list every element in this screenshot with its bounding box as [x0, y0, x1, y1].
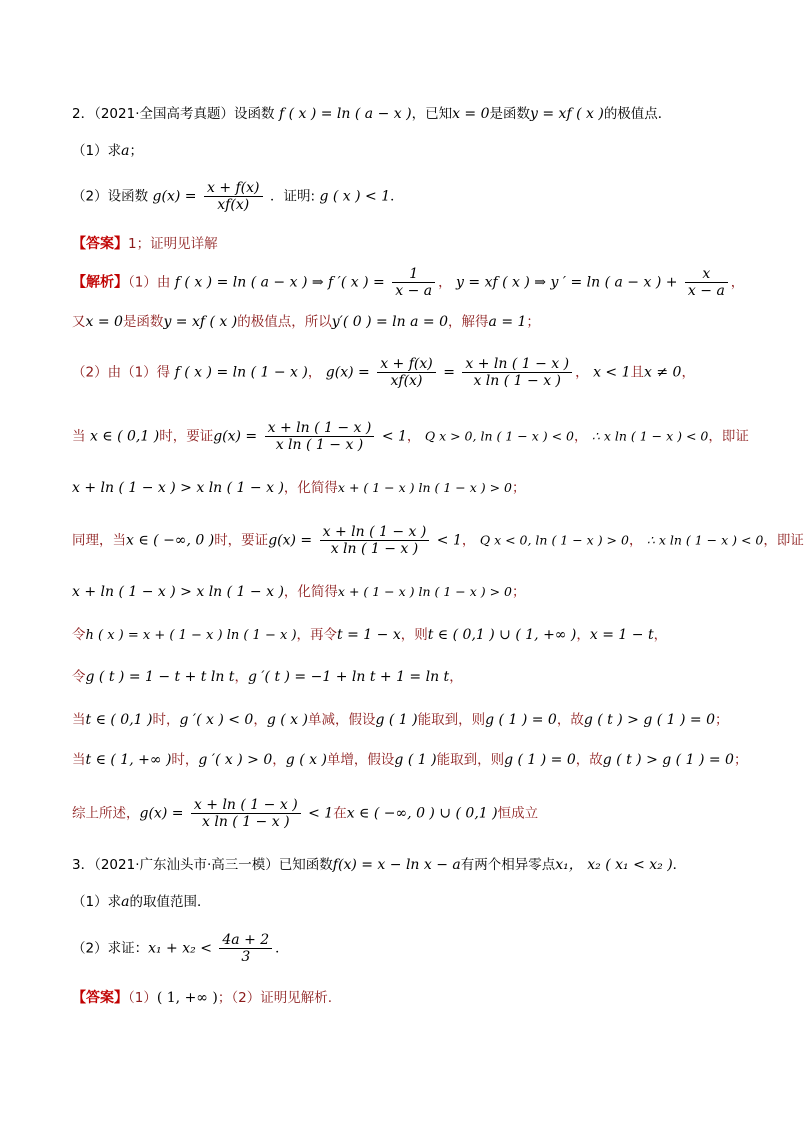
analysis-line-8	[72, 627, 667, 644]
problem-2-part-1	[72, 143, 143, 160]
math-expression: g ( x )	[285, 752, 327, 768]
part-text: ；	[129, 143, 143, 159]
math-expression: t ∈ ( 0,1 )	[85, 712, 153, 728]
fraction-numerator: 4a + 2	[219, 932, 272, 949]
math-expression: g(x) =	[213, 428, 258, 445]
math-expression: x + ln ( 1 − x ) > x ln ( 1 − x )	[72, 480, 284, 496]
analysis-line-7	[72, 584, 526, 601]
analysis-text: 综上所述，	[72, 805, 140, 822]
math-expression: f ( x ) = ln ( a − x ) ⇒ f ′( x ) =	[174, 274, 385, 291]
analysis-line-3	[72, 356, 695, 389]
fraction-denominator: x ln ( 1 − x )	[330, 541, 419, 558]
math-expression: x₁ + x₂ <	[148, 940, 212, 957]
math-expression: g ( x )	[266, 712, 308, 728]
answer-text: （1）	[128, 990, 157, 1006]
math-expression: g ′( t ) = −1 + ln t + 1 = ln t	[247, 669, 450, 685]
analysis-line-11	[72, 752, 747, 769]
part-label: （1）	[72, 894, 108, 910]
analysis-text: ，	[573, 428, 588, 445]
math-expression: a	[121, 143, 130, 159]
stem-text: 设函数	[234, 106, 275, 122]
math-expression: x = 1 − t	[589, 627, 654, 643]
fraction	[392, 266, 435, 299]
analysis-text: 能取到，则	[417, 712, 486, 728]
analysis-text: ；	[715, 712, 729, 728]
part-text: ．	[390, 188, 404, 205]
analysis-text: 令	[72, 669, 86, 685]
math-expression: x₁， x₂ ( x₁ < x₂ )	[555, 857, 673, 873]
analysis-text: 当	[72, 428, 86, 445]
math-expression: < 1	[308, 805, 334, 822]
analysis-text: （2）由（1）得	[72, 364, 171, 381]
math-expression: ( 1, +∞ )	[156, 990, 218, 1006]
part-text: 求证：	[107, 940, 149, 957]
fraction	[191, 797, 301, 830]
math-expression: f ( x ) = ln ( 1 − x )	[174, 364, 308, 381]
analysis-line-12	[72, 797, 538, 830]
math-expression: t ∈ ( 1, +∞ )	[85, 752, 172, 768]
fraction-numerator: x + f(x)	[204, 180, 263, 197]
analysis-text: ，化简得	[283, 480, 338, 496]
part-text: ．	[275, 940, 289, 957]
analysis-text: ，	[449, 669, 463, 685]
math-expression: Q x > 0, ln ( 1 − x ) < 0	[424, 428, 574, 444]
analysis-text: ，再令	[296, 627, 338, 643]
answer-text: 1；证明见详解	[128, 236, 218, 252]
fraction	[685, 266, 728, 299]
math-expression: f(x) = x − ln x − a	[332, 857, 461, 873]
analysis-text: ，	[730, 274, 745, 291]
fraction-numerator: x + f(x)	[377, 356, 436, 373]
fraction	[377, 356, 436, 389]
analysis-text: ；	[512, 584, 526, 600]
math-expression: x = 0	[85, 314, 123, 330]
analysis-text: ；	[512, 480, 526, 496]
math-expression: y = xf ( x ) ⇒ y ′ = ln ( a − x ) +	[456, 274, 678, 291]
part-text: 设函数	[107, 188, 149, 205]
math-expression: g ( t ) = 1 − t + t ln t	[85, 669, 235, 685]
fraction-denominator: x ln ( 1 − x )	[473, 373, 562, 390]
analysis-text: 单增，假设	[326, 752, 395, 768]
math-expression: g ( 1 )	[394, 752, 437, 768]
fraction	[320, 524, 430, 557]
fraction	[219, 932, 272, 965]
analysis-text: ，	[628, 532, 643, 549]
analysis-text: ，	[681, 364, 695, 381]
analysis-text: 在	[333, 805, 347, 822]
stem-text: 有两个相异零点	[460, 857, 556, 873]
math-expression: ∴ x ln ( 1 − x ) < 0	[646, 532, 764, 548]
analysis-text: 时，	[171, 752, 199, 768]
stem-text: 是函数	[489, 106, 531, 122]
math-expression: x ∈ ( 0,1 )	[89, 428, 160, 445]
math-expression: g ( x ) < 1	[319, 188, 391, 205]
analysis-text: ，即证	[708, 428, 749, 445]
analysis-text: 时，要证	[159, 428, 214, 445]
analysis-text: ，	[406, 428, 421, 445]
math-expression: g ′( x ) < 0	[179, 712, 254, 728]
math-expression: h ( x ) = x + ( 1 − x ) ln ( 1 − x )	[85, 628, 297, 643]
analysis-text: ，故	[575, 752, 603, 768]
analysis-text: ，则	[400, 627, 428, 643]
analysis-text: ，	[461, 532, 476, 549]
answer-text: ；（2）证明见解析.	[217, 990, 333, 1006]
math-expression: a = 1	[488, 314, 527, 330]
fraction-numerator: 1	[392, 266, 435, 283]
math-expression: < 1	[381, 428, 407, 445]
fraction-denominator: x − a	[395, 283, 433, 300]
analysis-text: ，	[253, 712, 267, 728]
analysis-text: 同理，当	[72, 532, 126, 549]
math-expression: g(x) =	[268, 532, 313, 549]
answer-tag: 【答案】	[72, 990, 128, 1006]
math-expression: g(x) =	[139, 805, 184, 822]
analysis-tag: 【解析】	[72, 274, 128, 291]
analysis-text: 是函数	[122, 314, 164, 330]
analysis-text: 当	[72, 712, 86, 728]
math-expression: x ∈ ( −∞, 0 )	[126, 532, 215, 549]
analysis-text: ，化简得	[283, 584, 338, 600]
analysis-text: ，即证	[763, 532, 804, 549]
math-expression: g ( 1 ) = 0	[504, 752, 576, 768]
fraction-denominator: x − a	[687, 283, 725, 300]
analysis-text: ，故	[556, 712, 584, 728]
analysis-line-2	[72, 314, 540, 331]
math-expression: g(x) =	[152, 188, 197, 205]
math-expression: < 1	[436, 532, 462, 549]
fraction-numerator: x	[685, 266, 728, 283]
math-expression: ∴ x ln ( 1 − x ) < 0	[591, 428, 709, 444]
analysis-text: 单减，假设	[307, 712, 376, 728]
math-expression: y = xf ( x )	[530, 106, 604, 122]
math-expression: g ′( x ) > 0	[198, 752, 273, 768]
fraction-denominator: 3	[241, 949, 251, 966]
stem-text: 已知函数	[278, 857, 333, 873]
analysis-text: ，	[438, 274, 452, 291]
analysis-text: ；	[526, 314, 540, 330]
analysis-text: 令	[72, 627, 86, 643]
analysis-line-1	[72, 266, 744, 299]
analysis-text: 时，	[152, 712, 180, 728]
fraction-numerator: x + ln ( 1 − x )	[191, 797, 301, 814]
math-expression: x = 0	[452, 106, 490, 122]
stem-text: 的极值点．	[603, 106, 672, 122]
part-text: 求	[107, 894, 122, 910]
math-expression: a	[121, 894, 130, 910]
stem-text: ，已知	[411, 106, 453, 122]
math-expression: x + ( 1 − x ) ln ( 1 − x ) > 0	[337, 584, 513, 599]
part-text: ．证明:	[269, 188, 316, 205]
part-label: （2）	[72, 940, 108, 957]
analysis-text: ，	[653, 627, 668, 643]
math-expression: y′( 0 ) = ln a = 0	[331, 314, 449, 330]
answer-line	[72, 236, 218, 253]
analysis-text: 时，要证	[214, 532, 269, 549]
fraction-numerator: x + ln ( 1 − x )	[320, 524, 430, 541]
math-expression: x < 1	[593, 364, 631, 381]
part-text: 求	[107, 143, 122, 159]
problem-number: 3．	[72, 857, 95, 873]
fraction-numerator: x + ln ( 1 − x )	[462, 356, 572, 373]
problem-2-part-2	[72, 180, 404, 213]
math-expression: g ( t ) > g ( 1 ) = 0	[602, 752, 734, 768]
math-expression: g(x) =	[325, 364, 370, 381]
analysis-text: （1）由	[128, 274, 171, 291]
fraction-denominator: xf(x)	[390, 373, 423, 390]
fraction-denominator: xf(x)	[217, 197, 250, 214]
analysis-text: ，	[575, 364, 589, 381]
analysis-line-5	[72, 480, 526, 497]
fraction-denominator: x ln ( 1 − x )	[275, 437, 364, 454]
analysis-text: ，解得	[448, 314, 489, 330]
fraction-numerator: x + ln ( 1 − x )	[265, 420, 375, 437]
analysis-line-4	[72, 420, 749, 453]
analysis-text: ，	[576, 627, 590, 643]
problem-2-stem	[72, 106, 671, 123]
problem-source: （2021·全国高考真题）	[94, 106, 234, 122]
analysis-text: 恒成立	[497, 805, 539, 822]
part-label: （1）	[72, 143, 108, 159]
problem-3-part-1	[72, 894, 210, 911]
fraction	[204, 180, 263, 213]
math-expression: g ( 1 )	[375, 712, 418, 728]
analysis-text: ；	[733, 752, 748, 768]
problem-number: 2．	[72, 106, 95, 122]
analysis-line-6	[72, 524, 804, 557]
fraction	[265, 420, 375, 453]
answer-tag: 【答案】	[72, 236, 128, 252]
math-expression: f ( x ) = ln ( a − x )	[278, 106, 412, 122]
problem-3-answer-line	[72, 990, 332, 1007]
analysis-text: ，	[272, 752, 286, 768]
stem-text: ．	[672, 857, 687, 873]
math-expression: =	[443, 364, 455, 381]
math-expression: Q x < 0, ln ( 1 − x ) > 0	[479, 532, 629, 548]
analysis-line-10	[72, 712, 729, 729]
problem-source: （2021·广东汕头市·高三一模）	[94, 857, 279, 873]
fraction-denominator: x ln ( 1 − x )	[202, 814, 290, 831]
analysis-text: ，	[307, 364, 322, 381]
math-expression: g ( t ) > g ( 1 ) = 0	[583, 712, 716, 728]
math-expression: t = 1 − x	[337, 627, 401, 643]
math-expression: t ∈ ( 0,1 ) ∪ ( 1, +∞ )	[427, 627, 577, 643]
fraction	[462, 356, 572, 389]
analysis-text: 且	[630, 364, 644, 381]
problem-3-part-2	[72, 932, 289, 965]
analysis-line-9	[72, 669, 463, 686]
math-expression: x ≠ 0	[644, 364, 682, 381]
analysis-text: 能取到，则	[436, 752, 505, 768]
problem-3-stem	[72, 857, 686, 874]
part-label: （2）	[72, 188, 108, 205]
math-expression: x + ( 1 − x ) ln ( 1 − x ) > 0	[337, 480, 513, 495]
part-text: 的取值范围．	[129, 894, 211, 910]
analysis-text: 当	[72, 752, 86, 768]
math-expression: x ∈ ( −∞, 0 ) ∪ ( 0,1 )	[346, 805, 498, 822]
analysis-text: 又	[72, 314, 86, 330]
analysis-text: ，	[234, 669, 248, 685]
math-expression: g ( 1 ) = 0	[485, 712, 557, 728]
math-expression: y = xf ( x )	[163, 314, 238, 330]
analysis-text: 的极值点，所以	[237, 314, 332, 330]
math-expression: x + ln ( 1 − x ) > x ln ( 1 − x )	[72, 584, 284, 600]
